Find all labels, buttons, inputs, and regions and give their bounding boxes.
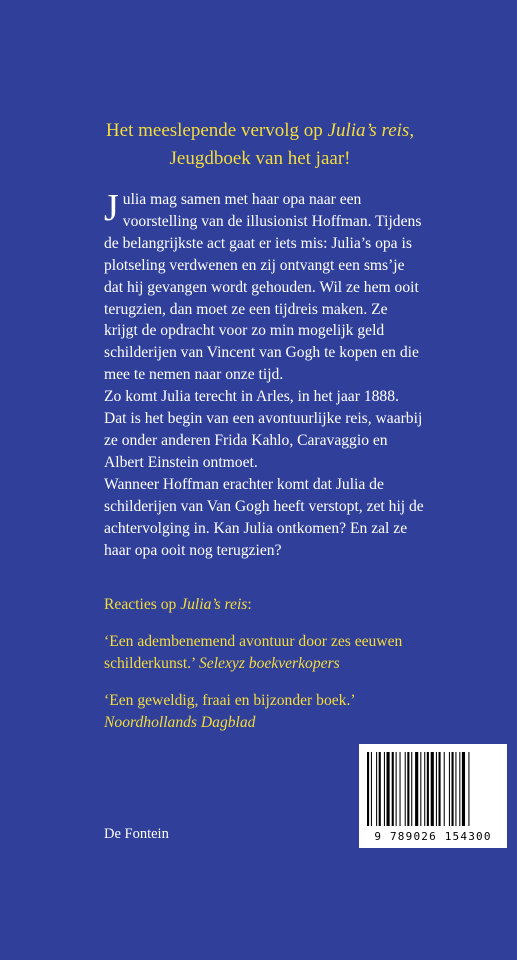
drop-cap: J	[104, 187, 119, 229]
tagline	[60, 117, 460, 173]
review-quote: ‘Een geweldig, fraai en bijzonder boek.’	[104, 691, 355, 709]
review-source: Noordhollands Dagblad	[104, 714, 256, 731]
tagline-suffix: ,	[409, 120, 415, 141]
reviews-heading	[104, 594, 444, 617]
description	[104, 189, 424, 561]
review-2	[104, 690, 444, 735]
publisher-name: De Fontein	[104, 826, 169, 842]
isbn-number: 9 789026 154300	[374, 830, 492, 843]
tagline-prefix: Het meeslepende vervolg op	[105, 120, 328, 141]
tagline-line-1	[60, 117, 460, 145]
description-paragraph-1	[104, 189, 424, 386]
review-1	[104, 631, 444, 676]
description-paragraph-2: Zo komt Julia terecht in Arles, in het jaar 1888. Dat is het begin van een avontuurlijke reis, waarbij ze onder anderen Frida Kahlo, Caravaggio en Albert Einstein ontmoet.	[104, 388, 423, 471]
reviews-heading-suffix: :	[247, 596, 252, 613]
description-text-1: ulia mag samen met haar opa naar een voorstelling van de illusionist Hoffman. Tijdens de belangrijkste act gaat er iets mis: Julia’s opa is plotseling verdwenen en zij ontvangt een sms’je dat hij gevangen wordt gehouden. Wil ze hem ooit terugzien, dan moet ze een tijdreis maken. Ze krijgt de opdracht voor zo min mogelijk geld schilderijen van Vincent van Gogh te kopen en die mee te nemen naar onze tijd.	[104, 191, 422, 384]
reviews-heading-title: Julia’s reis	[180, 596, 248, 613]
tagline-line-2: Jeugdboek van het jaar!	[169, 148, 351, 169]
barcode-bars	[367, 752, 499, 826]
barcode	[359, 744, 507, 848]
review-quote: ‘Een adembenemend avontuur door zes eeuwen schilderkunst.’	[104, 632, 403, 672]
reviews-heading-prefix: Reacties op	[104, 596, 181, 613]
reviews	[104, 594, 444, 749]
tagline-book-title: Julia’s reis	[327, 120, 410, 141]
description-paragraph-3: Wanneer Hoffman erachter komt dat Julia de schilderijen van Van Gogh heeft verstopt, zet hij de achtervolging in. Kan Julia ontkomen? En zal ze haar opa ooit nog terugzien?	[104, 475, 424, 559]
review-source: Selexyz boekverkopers	[199, 655, 340, 672]
